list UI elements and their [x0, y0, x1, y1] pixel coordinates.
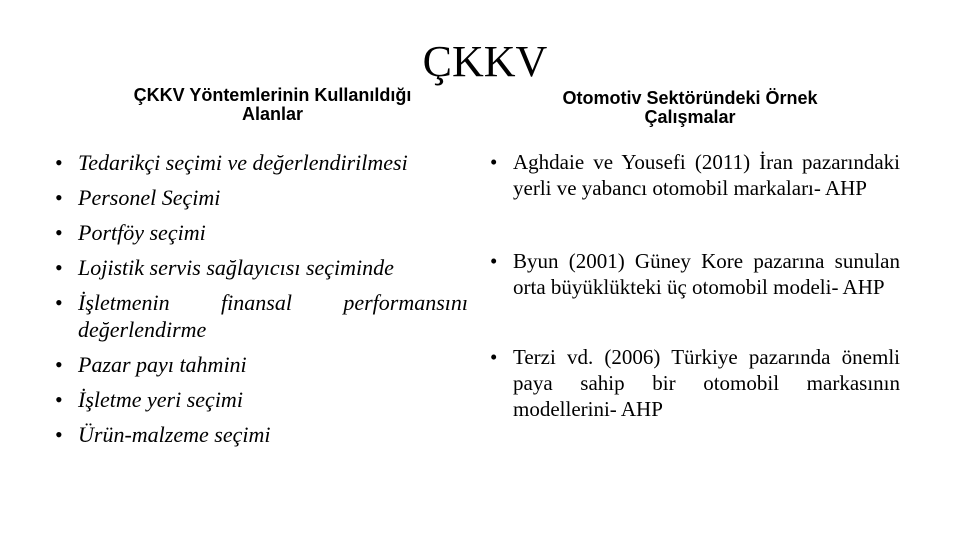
list-item: [55, 289, 468, 343]
list-item-text: İşletme yeri seçimi: [78, 387, 243, 412]
list-item-text: Portföy seçimi: [78, 220, 206, 245]
bullet-icon: •: [490, 150, 498, 174]
list-item-text: İşletmenin finansal performansını değerlendirme: [78, 290, 468, 342]
list-item-text: Tedarikçi seçimi ve değerlendirilmesi: [78, 150, 408, 175]
bullet-icon: •: [55, 290, 63, 315]
bullet-icon: •: [55, 422, 63, 447]
list-item-text: Byun (2001) Güney Kore pazarına sunulan orta büyüklükteki üç otomobil modeli- AHP: [513, 249, 900, 299]
list-item: [490, 149, 900, 201]
list-item: [490, 344, 900, 422]
list-item: [55, 149, 468, 176]
list-item: [490, 248, 900, 300]
right-heading-line2: Çalışmalar: [644, 107, 736, 127]
bullet-icon: •: [55, 220, 63, 245]
list-item-text: Aghdaie ve Yousefi (2011) İran pazarındaki yerli ve yabancı otomobil markaları- AHP: [513, 150, 900, 200]
left-column-heading: [95, 86, 450, 124]
list-item-text: Terzi vd. (2006) Türkiye pazarında önemli paya sahip bir otomobil markasının modellerini- AHP: [513, 345, 900, 421]
example-studies-list: [490, 149, 900, 422]
bullet-icon: •: [490, 345, 498, 369]
right-column-heading: [525, 89, 855, 127]
bullet-icon: •: [55, 352, 63, 377]
list-item: [55, 421, 468, 448]
list-item: [55, 386, 468, 413]
left-heading-line1: ÇKKV Yöntemlerinin Kullanıldığı: [133, 85, 412, 105]
list-item: [55, 351, 468, 378]
list-item: [55, 219, 468, 246]
bullet-icon: •: [55, 150, 63, 175]
list-item-text: Ürün-malzeme seçimi: [78, 422, 271, 447]
left-heading-line2: Alanlar: [241, 104, 304, 124]
slide-title: ÇKKV: [422, 37, 548, 86]
list-item: [55, 254, 468, 281]
bullet-icon: •: [55, 185, 63, 210]
list-item-text: Pazar payı tahmini: [78, 352, 247, 377]
list-item-text: Lojistik servis sağlayıcısı seçiminde: [78, 255, 394, 280]
bullet-icon: •: [55, 255, 63, 280]
bullet-icon: •: [55, 387, 63, 412]
application-areas-list: [55, 149, 468, 456]
bullet-icon: •: [490, 249, 498, 273]
list-item-text: Personel Seçimi: [78, 185, 221, 210]
right-heading-line1: Otomotiv Sektöründeki Örnek: [562, 88, 818, 108]
list-item: [55, 184, 468, 211]
